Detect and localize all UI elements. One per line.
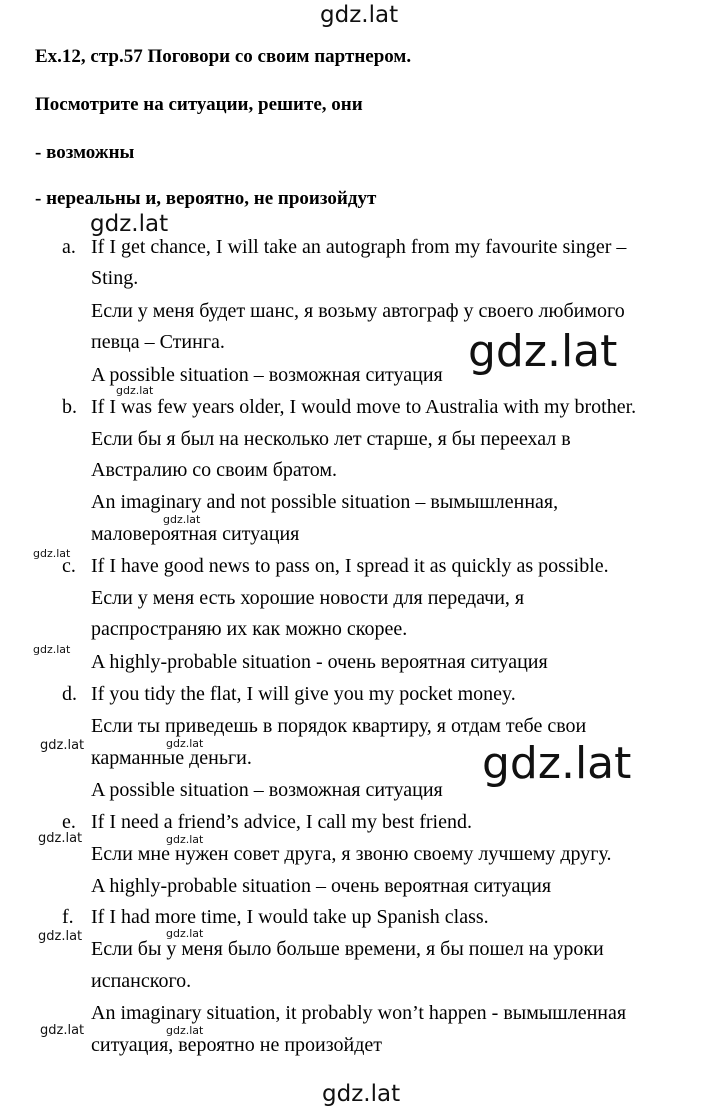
watermark: gdz.lat (40, 738, 85, 753)
watermark: gdz.lat (33, 643, 71, 656)
exercise-instruction: Посмотрите на ситуации, решите, они (35, 94, 363, 115)
item-a-line: If I get chance, I will take an autograph from my favourite singer – (91, 236, 627, 258)
item-marker-d: d. (62, 683, 77, 705)
item-f-line: An imaginary situation, it probably won’t happen - вымышленная (91, 1002, 627, 1024)
item-f-line: If I had more time, I would take up Spanish class. (91, 906, 489, 928)
watermark: gdz.lat (38, 929, 83, 944)
item-e-line: If I need a friend’s advice, I call my best friend. (91, 811, 472, 833)
item-d-line: Если ты приведешь в порядок квартиру, я отдам тебе свои (91, 715, 587, 737)
item-b-line: Австралию со своим братом. (91, 459, 338, 481)
item-b-line: маловероятная ситуация (91, 523, 300, 545)
watermark-bottom: gdz.lat (322, 1081, 401, 1107)
item-f-line: Если бы у меня было больше времени, я бы пошел на уроки (91, 938, 604, 960)
item-c-line: If I have good news to pass on, I spread it as quickly as possible. (91, 555, 609, 577)
item-d-line: If you tidy the flat, I will give you my pocket money. (91, 683, 516, 705)
watermark-top: gdz.lat (320, 2, 399, 28)
item-marker-f: f. (62, 906, 74, 928)
item-marker-e: e. (62, 811, 76, 833)
item-c-line: распространяю их как можно скорее. (91, 618, 408, 640)
item-d-line: карманные деньги. (91, 747, 252, 769)
watermark: gdz.lat (166, 737, 204, 750)
item-a-line: Sting. (91, 267, 139, 289)
item-a-line: Если у меня будет шанс, я возьму автограф у своего любимого (91, 300, 625, 322)
watermark: gdz.lat (163, 513, 201, 526)
watermark: gdz.lat (90, 211, 169, 237)
item-f-line: ситуация, вероятно не произойдет (91, 1034, 383, 1056)
item-a-line: A possible situation – возможная ситуация (91, 364, 443, 386)
item-d-line: A possible situation – возможная ситуация (91, 779, 443, 801)
option-possible: - возможны (35, 142, 135, 163)
item-f-line: испанского. (91, 970, 192, 992)
item-e-line: A highly-probable situation – очень вероятная ситуация (91, 875, 552, 897)
watermark-large: gdz.lat (468, 326, 618, 377)
item-e-line: Если мне нужен совет друга, я звоню своему лучшему другу. (91, 843, 612, 865)
item-b-line: An imaginary and not possible situation – вымышленная, (91, 491, 559, 513)
item-marker-b: b. (62, 396, 77, 418)
item-marker-c: c. (62, 555, 76, 577)
item-b-line: If I was few years older, I would move to Australia with my brother. (91, 396, 637, 418)
watermark: gdz.lat (33, 547, 71, 560)
option-unreal: - нереальны и, вероятно, не произойдут (35, 188, 377, 209)
watermark: gdz.lat (40, 1023, 85, 1038)
item-marker-a: a. (62, 236, 76, 258)
item-a-line: певца – Стинга. (91, 331, 225, 353)
watermark: gdz.lat (166, 1024, 204, 1037)
watermark: gdz.lat (116, 384, 154, 397)
watermark: gdz.lat (38, 831, 83, 846)
watermark-large: gdz.lat (482, 738, 632, 789)
item-c-line: Если у меня есть хорошие новости для передачи, я (91, 587, 525, 609)
watermark: gdz.lat (166, 927, 204, 940)
exercise-title: Ex.12, стр.57 Поговори со своим партнером. (35, 46, 412, 67)
watermark: gdz.lat (166, 833, 204, 846)
item-c-line: A highly-probable situation - очень вероятная ситуация (91, 651, 548, 673)
item-b-line: Если бы я был на несколько лет старше, я бы переехал в (91, 428, 571, 450)
